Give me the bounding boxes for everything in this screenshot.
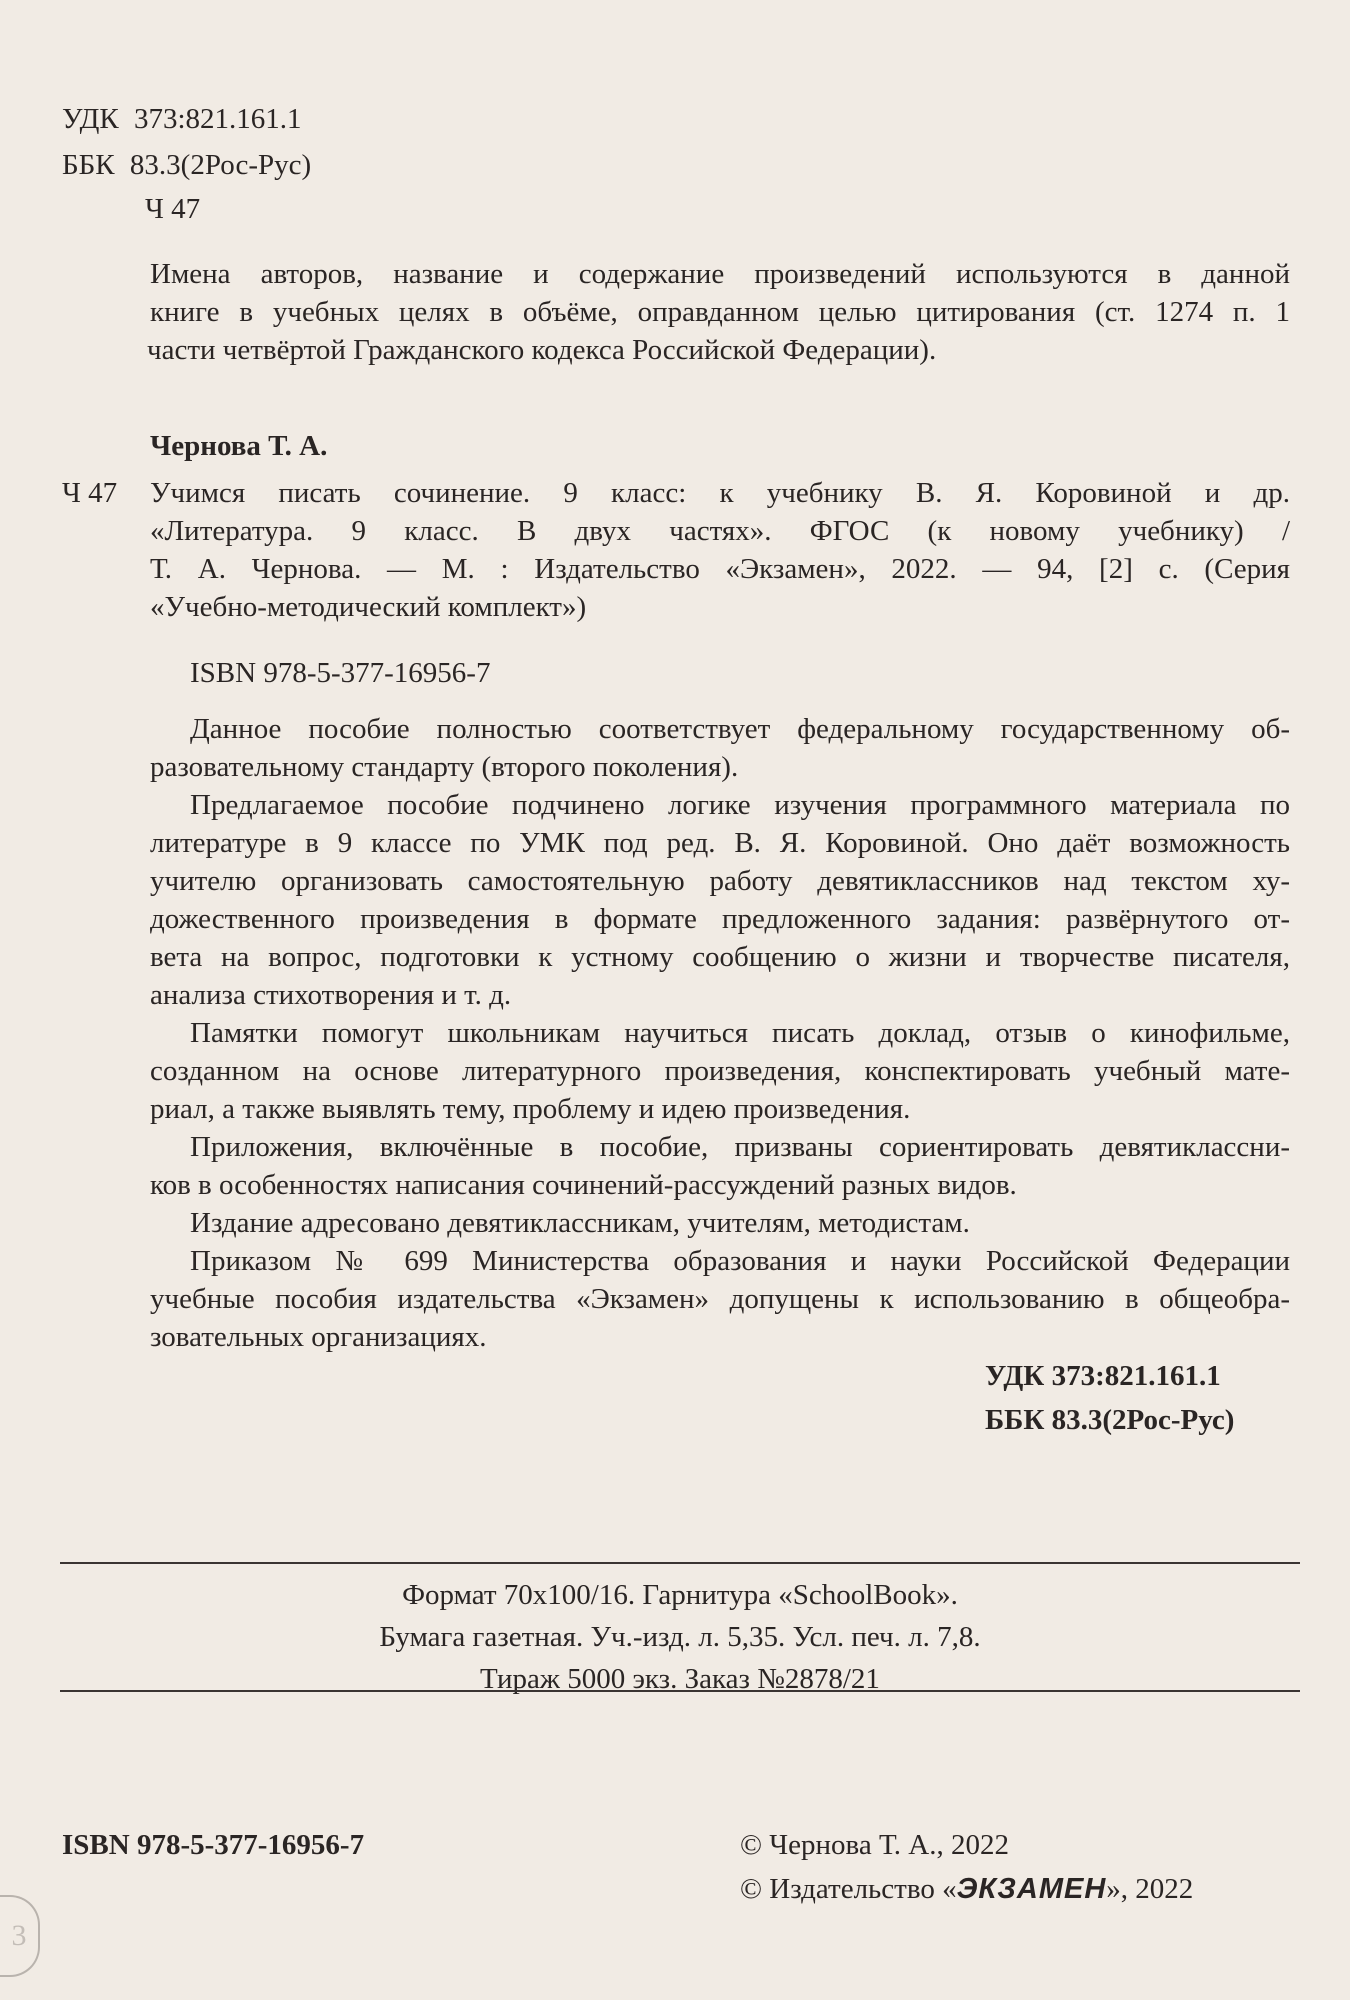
udk-header — [62, 100, 302, 138]
udk-label: УДК — [62, 103, 119, 135]
author-heading: Чернова Т. А. — [150, 430, 328, 462]
page-number: 3 — [0, 1895, 40, 1977]
print-info-line: Бумага газетная. Уч.-изд. л. 5,35. Усл. печ. л. 7,8. — [379, 1621, 981, 1653]
annotation-line: Приложения, включённые в пособие, призваны сориентировать девятиклассни- — [190, 1131, 1290, 1163]
bib-description — [150, 474, 1290, 626]
annotation-line: литературе в 9 классе по УМК под ред. В. Я. Коровиной. Оно даёт возможность — [150, 827, 1290, 859]
annotation-line: ков в особенностях написания сочинений-рассуждений разных видов. — [150, 1169, 1017, 1201]
copyright-author: © Чернова Т. А., 2022 — [740, 1829, 1009, 1861]
isbn-bottom: ISBN 978-5-377-16956-7 — [62, 1829, 365, 1861]
notice-line: книге в учебных целях в объёме, оправданном целью цитирования (ст. 1274 п. 1 — [150, 296, 1290, 328]
annotation-paragraph — [150, 1128, 1290, 1204]
isbn-entry: ISBN 978-5-377-16956-7 — [190, 657, 491, 689]
author-mark: Ч 47 — [62, 477, 118, 509]
print-info-line: Тираж 5000 экз. Заказ №2878/21 — [480, 1663, 880, 1695]
bib-line: «Литература. 9 класс. В двух частях». ФГОС (к новому учебнику) / — [150, 515, 1290, 547]
annotation-paragraph — [150, 1014, 1290, 1128]
copyright-notice — [147, 255, 1290, 369]
publisher-brand: ЭКЗАМЕН — [956, 1873, 1107, 1905]
bbk-footer: ББК 83.3(2Рос-Рус) — [985, 1404, 1235, 1436]
annotation-line: созданном на основе литературного произведения, конспектировать учебный мате- — [150, 1055, 1290, 1087]
annotation-paragraph — [150, 1204, 1290, 1242]
bbk-header — [62, 146, 311, 184]
author-mark-header: Ч 47 — [145, 193, 201, 225]
annotation-line: Предлагаемое пособие подчинено логике изучения программного материала по — [190, 789, 1290, 821]
annotation — [150, 710, 1290, 1356]
annotation-line: дожественного произведения в формате предложенного задания: развёрнутого от- — [150, 903, 1290, 935]
print-info-line: Формат 70x100/16. Гарнитура «SchoolBook». — [402, 1579, 958, 1611]
annotation-line: зовательных организациях. — [150, 1321, 487, 1353]
print-info — [60, 1576, 1300, 1698]
annotation-line: вета на вопрос, подготовки к устному сообщению о жизни и творчестве писателя, — [150, 941, 1290, 973]
annotation-paragraph — [150, 786, 1290, 1014]
bib-line: Т. А. Чернова. — М. : Издательство «Экзамен», 2022. — 94, [2] с. (Серия — [150, 553, 1290, 585]
notice-line: части четвёртой Гражданского кодекса Российской Федерации). — [147, 334, 937, 366]
annotation-line: Памятки помогут школьникам научиться писать доклад, отзыв о кинофильме, — [190, 1017, 1290, 1049]
copyright-publisher-suffix: », 2022 — [1106, 1873, 1194, 1905]
bib-line: Учимся писать сочинение. 9 класс: к учебнику В. Я. Коровиной и др. — [150, 477, 1290, 509]
udk-footer: УДК 373:821.161.1 — [985, 1360, 1221, 1392]
divider-bottom — [60, 1690, 1300, 1692]
divider-top — [60, 1562, 1300, 1564]
copyright-publisher — [740, 1870, 1193, 1908]
annotation-line: риал, а также выявлять тему, проблему и идею произведения. — [150, 1093, 911, 1125]
bib-line: «Учебно-методический комплект») — [150, 591, 587, 623]
annotation-line: учебные пособия издательства «Экзамен» допущены к использованию в общеобра- — [150, 1283, 1290, 1315]
annotation-paragraph — [150, 1242, 1290, 1356]
notice-line: Имена авторов, название и содержание произведений используются в данной — [150, 258, 1290, 290]
annotation-line: разовательному стандарту (второго поколения). — [150, 751, 739, 783]
annotation-line: анализа стихотворения и т. д. — [150, 979, 512, 1011]
copyright-publisher-prefix: © Издательство « — [740, 1873, 957, 1905]
bbk-value: 83.3(2Рос-Рус) — [129, 149, 312, 181]
annotation-paragraph — [150, 710, 1290, 786]
annotation-line: Издание адресовано девятиклассникам, учителям, методистам. — [190, 1207, 970, 1239]
annotation-line: учителю организовать самостоятельную работу девятиклассников над текстом ху- — [150, 865, 1290, 897]
annotation-line: Данное пособие полностью соответствует федеральному государственному об- — [190, 713, 1290, 745]
annotation-line: Приказом № 699 Министерства образования и науки Российской Федерации — [190, 1245, 1290, 1277]
udk-value: 373:821.161.1 — [133, 103, 302, 135]
bbk-label: ББК — [62, 149, 115, 181]
